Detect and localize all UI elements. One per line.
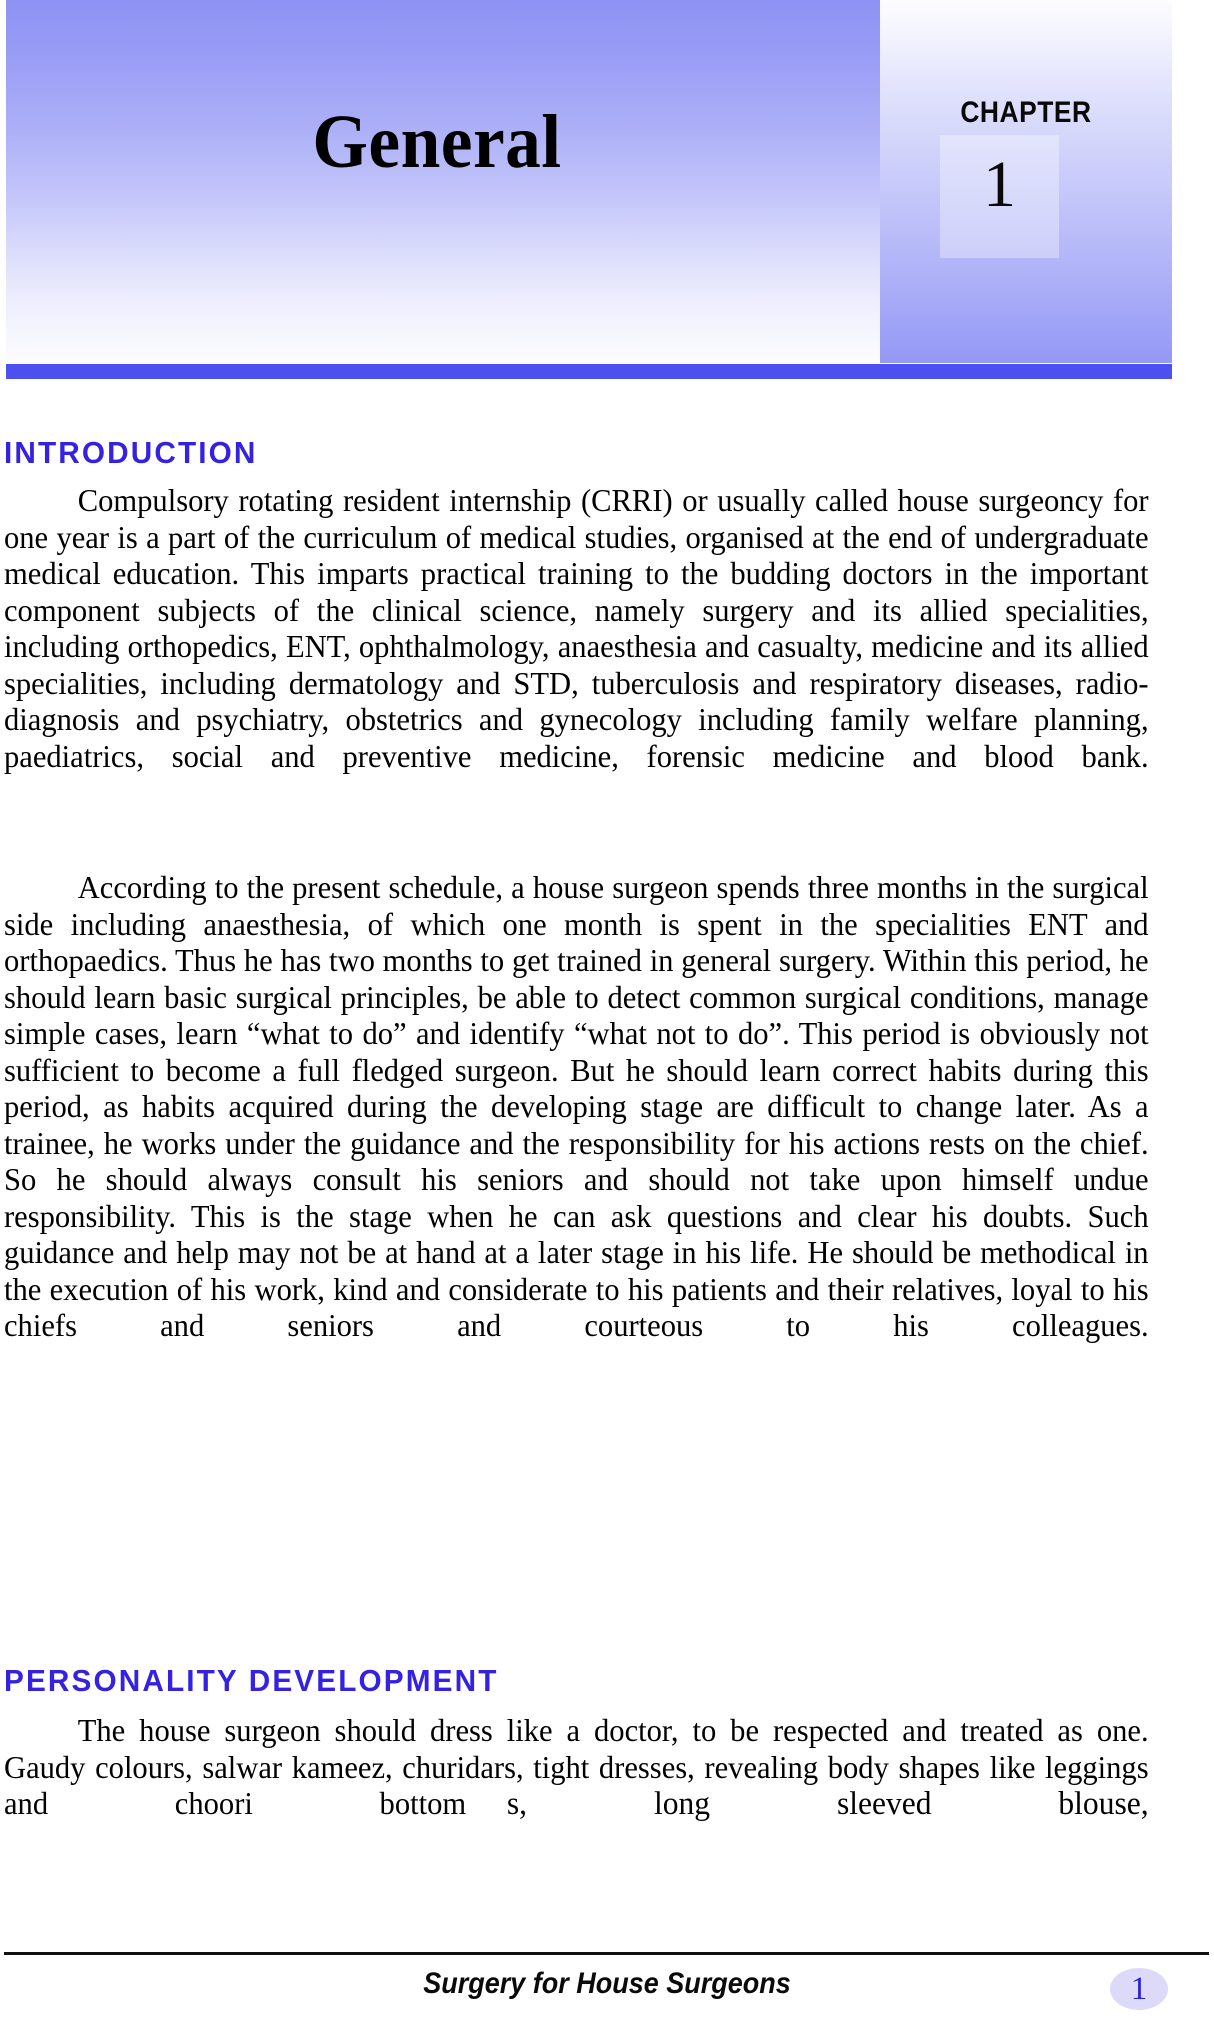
paragraph-personality-1 bbox=[4, 1713, 1149, 1859]
page-number: 1 bbox=[1130, 1971, 1148, 2007]
paragraph-personality-1-main: The house surgeon should dress like a doctor, to be respected and treated as one. Gaudy colours, salwar kameez, churidars, tight dresses, revealing body shapes like leggings and choori bottom bbox=[4, 1713, 1149, 1821]
paragraph-introduction-2: According to the present schedule, a house surgeon spends three months in the surgical side including anaesthesia, of which one month is spent in the specialities ENT and orthopaedics. Thus he has two months to get trained in general surgery. Within this period, he should learn basic surgical principles, be able to detect common surgical conditions, manage simple cases, learn “what to do” and identify “what not to do”. This period is obviously not sufficient to become a full fledged surgeon. But he should learn correct habits during this period, as habits acquired during the developing stage are difficult to change later. As a trainee, he works under the guidance and the responsibility for his actions rests on the chief. So he should always consult his seniors and should not take upon himself undue responsibility. This is the stage when he can ask questions and clear his doubts. Such guidance and help may not be at hand at a later stage in his life. He should be methodical in the execution of his work, kind and considerate to his patients and their relatives, loyal to his chiefs and seniors and courteous to his colleagues. bbox=[4, 870, 1149, 1343]
paragraph-personality-1-tail: s, long sleeved blouse, bbox=[506, 1786, 1149, 1822]
footer-book-title: Surgery for House Surgeons bbox=[423, 1967, 791, 2000]
section-heading-introduction: INTRODUCTION bbox=[4, 435, 258, 470]
paragraph-introduction-1: Compulsory rotating resident internship (CRRI) or usually called house surgeoncy for one year is a part of the curriculum of medical studies, organised at the end of undergraduate medical education. This imparts practical training to the budding doctors in the important component subjects of the clinical science, namely surgery and its allied specialities, including orthopedics, ENT, ophthalmology, anaesthesia and casualty, medicine and its allied specialities, including dermatology and STD, tuberculosis and respiratory diseases, radio-diagnosis and psychiatry, obstetrics and gynecology including family welfare planning, paediatrics, social and preventive medicine, forensic medicine and blood bank. bbox=[4, 483, 1149, 774]
page-footer bbox=[0, 1952, 1214, 2017]
footer-divider-rule bbox=[4, 1952, 1209, 1955]
chapter-title: General bbox=[312, 100, 562, 184]
chapter-number: 1 bbox=[983, 148, 1016, 221]
chapter-banner bbox=[0, 0, 1214, 383]
banner-divider-rule bbox=[6, 364, 1172, 379]
section-heading-personality-development: PERSONALITY DEVELOPMENT bbox=[4, 1663, 499, 1698]
chapter-label: CHAPTER bbox=[960, 96, 1092, 129]
